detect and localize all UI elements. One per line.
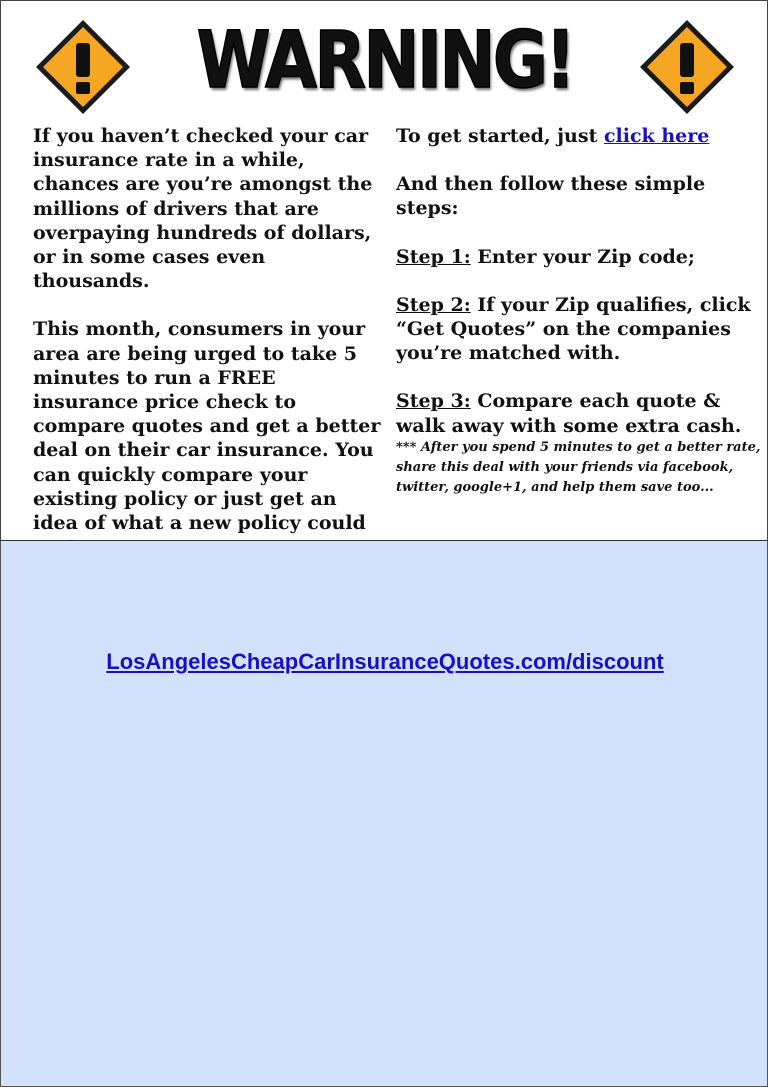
warning-headline: WARNING! <box>196 16 574 106</box>
step-2 <box>396 293 761 366</box>
step-3-text: Compare each quote & walk away with some extra cash. <box>396 390 742 437</box>
get-started-line <box>396 124 761 148</box>
warning-sign-icon <box>33 17 133 117</box>
intro-paragraph: If you haven’t checked your car insurance rate in a while, chances are you’re amongst the millions of drivers that are overpaying hundreds of dollars, or in some cases even thousands. <box>33 125 373 293</box>
warning-panel <box>0 0 768 542</box>
left-column <box>33 124 383 559</box>
click-here-link[interactable]: click here <box>603 125 710 147</box>
get-started-text: To get started, just <box>396 125 604 147</box>
step-3-label: Step 3: <box>396 390 471 413</box>
step-2-label: Step 2: <box>396 293 471 316</box>
offer-paragraph: This month, consumers in your area are being urged to take 5 minutes to run a FREE insurance price check to compare quotes and get a better deal on their car insurance. You can quickly compare your existing policy or just get an idea of what a new policy could <box>33 318 381 535</box>
step-1-text: Enter your Zip code; <box>470 245 695 268</box>
share-footnote: *** After you spend 5 minutes to get a better rate, share this deal with your friends via facebook, twitter, google+1, and help them save too... <box>396 439 761 495</box>
step-1 <box>396 245 761 269</box>
step-1-label: Step 1: <box>396 245 471 268</box>
discount-panel <box>0 541 768 1087</box>
step-2-text: If your Zip qualifies, click “Get Quotes” on the companies you’re matched with. <box>396 293 751 365</box>
discount-url-link[interactable]: LosAngelesCheapCarInsuranceQuotes.com/discount <box>106 649 664 674</box>
right-column <box>396 124 761 498</box>
warning-sign-icon <box>637 17 737 117</box>
follow-steps-text: And then follow these simple steps: <box>396 173 706 220</box>
step-3 <box>396 389 761 437</box>
